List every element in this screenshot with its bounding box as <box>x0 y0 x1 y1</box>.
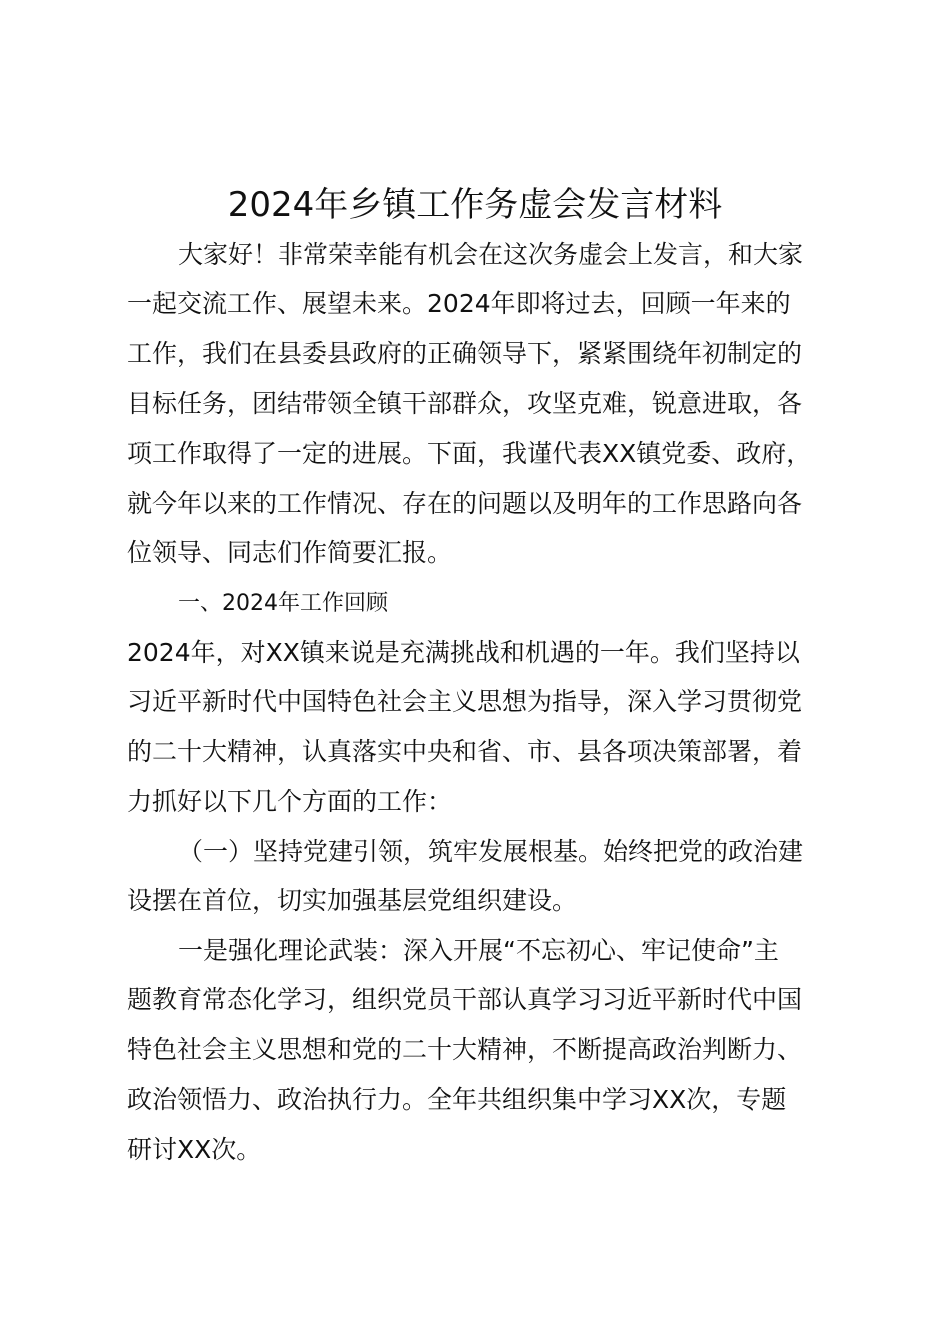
paragraph-line: 政治领悟力、政治执行力。全年共组织集中学习XX次，专题 <box>127 1085 787 1114</box>
paragraph-line: 的二十大精神，认真落实中央和省、市、县各项决策部署，着 <box>127 737 803 766</box>
document-title: 2024年乡镇工作务虚会发言材料 <box>227 185 723 225</box>
paragraph-line: 2024年，对XX镇来说是充满挑战和机遇的一年。我们坚持以 <box>127 638 800 667</box>
section-heading: 一、2024年工作回顾 <box>178 591 388 616</box>
paragraph-line: 就今年以来的工作情况、存在的问题以及明年的工作思路向各 <box>127 489 803 518</box>
subsection-heading: （一）坚持党建引领，筑牢发展根基。始终把党的政治建 <box>178 837 804 866</box>
paragraph-line: 题教育常态化学习，组织党员干部认真学习习近平新时代中国 <box>127 985 803 1014</box>
paragraph-line: 项工作取得了一定的进展。下面，我谨代表XX镇党委、政府， <box>127 439 812 468</box>
paragraph-line: 位领导、同志们作简要汇报。 <box>127 538 453 567</box>
paragraph-line: 设摆在首位，切实加强基层党组织建设。 <box>127 886 578 915</box>
paragraph-line: 一是强化理论武装：深入开展“不忘初心、牢记使命”主 <box>178 936 779 965</box>
paragraph-line: 研讨XX次。 <box>127 1135 262 1164</box>
paragraph-line: 工作，我们在县委县政府的正确领导下，紧紧围绕年初制定的 <box>127 339 803 368</box>
paragraph-line: 特色社会主义思想和党的二十大精神，不断提高政治判断力、 <box>127 1035 803 1064</box>
paragraph-line: 大家好！非常荣幸能有机会在这次务虚会上发言，和大家 <box>178 240 804 269</box>
paragraph-line: 一起交流工作、展望未来。2024年即将过去，回顾一年来的 <box>127 289 791 318</box>
paragraph-line: 目标任务，团结带领全镇干部群众，攻坚克难，锐意进取，各 <box>127 389 803 418</box>
paragraph-line: 力抓好以下几个方面的工作： <box>127 787 453 816</box>
paragraph-line: 习近平新时代中国特色社会主义思想为指导，深入学习贯彻党 <box>127 687 803 716</box>
